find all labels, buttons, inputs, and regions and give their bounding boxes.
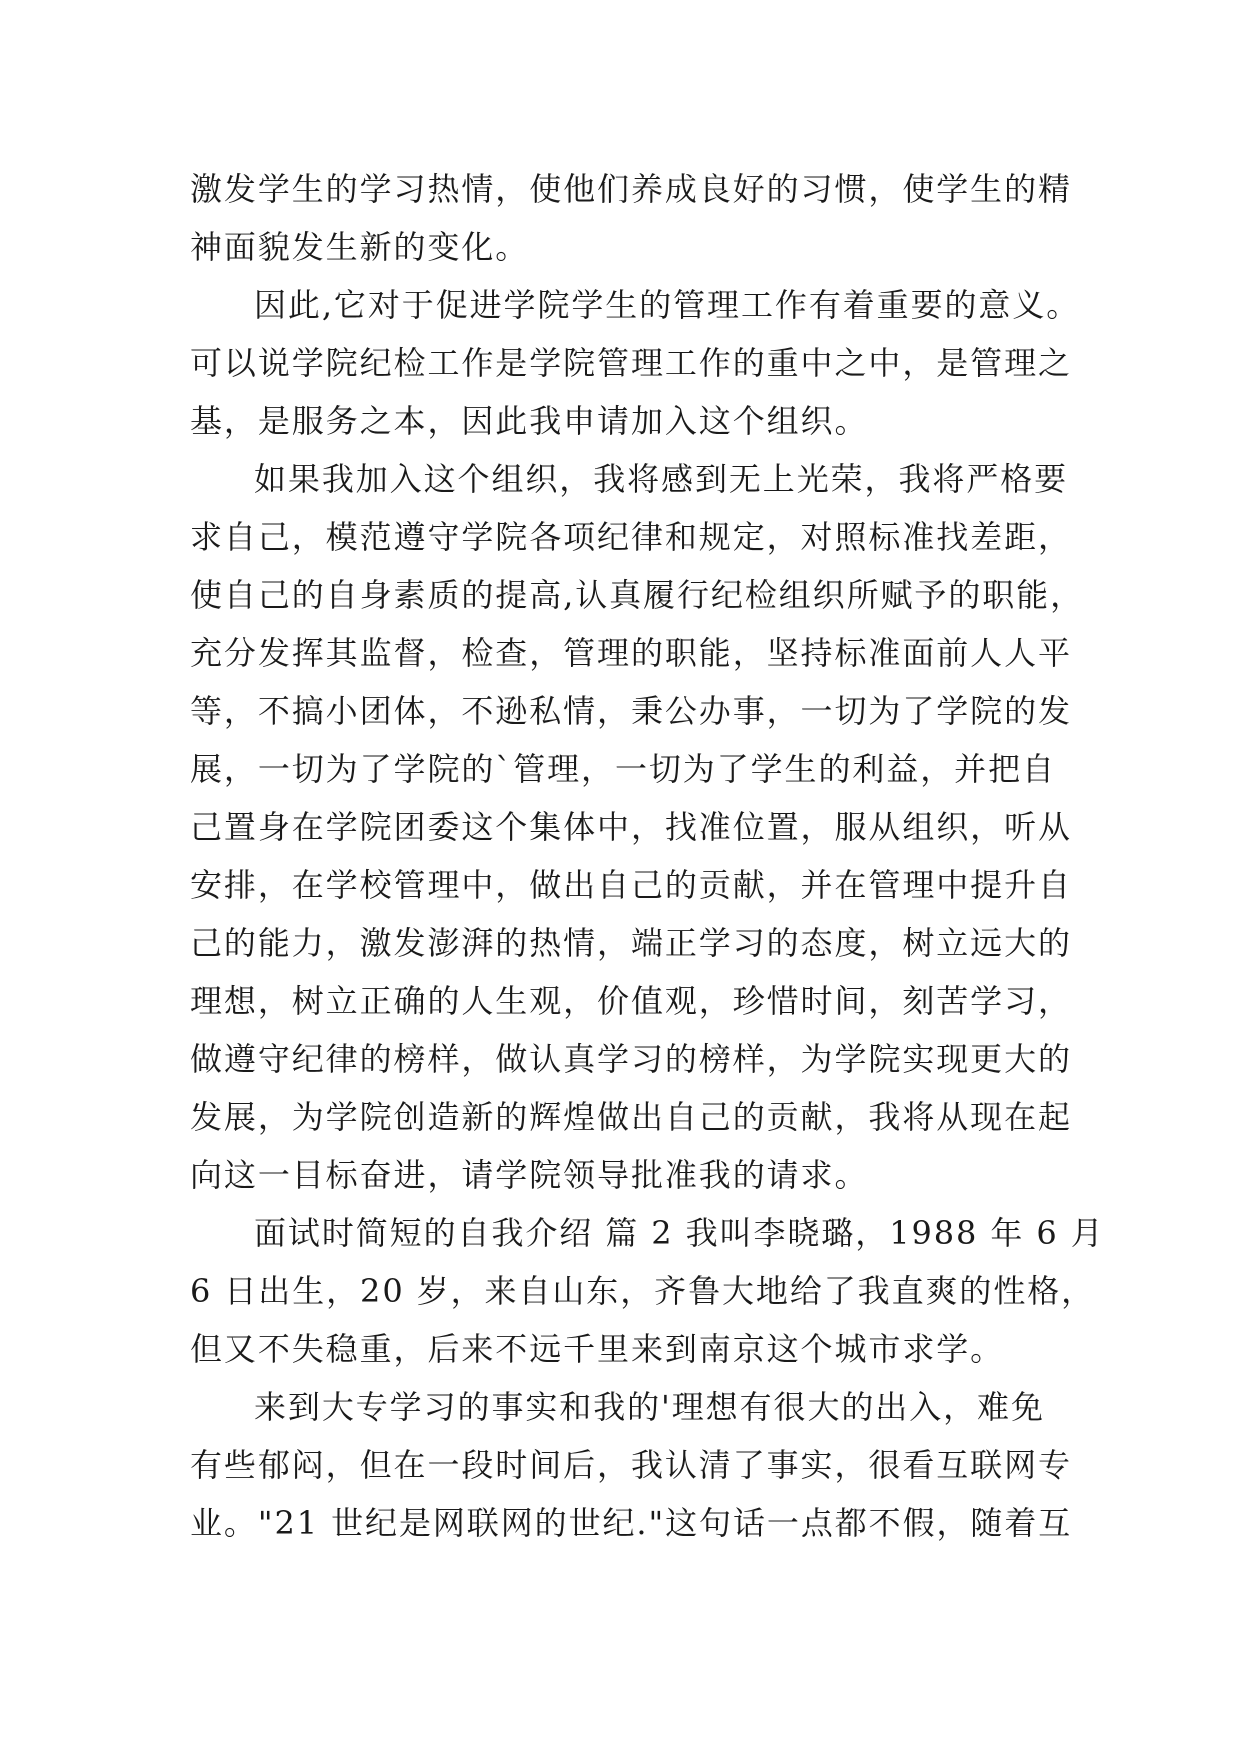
text-line: 做遵守纪律的榜样，做认真学习的榜样，为学院实现更大的	[190, 1040, 1072, 1078]
text-line: 展，一切为了学院的`管理，一切为了学生的利益，并把自	[190, 750, 1056, 788]
paragraph-first-line: 面试时简短的自我介绍 篇 2 我叫李晓璐，1988 年 6 月	[254, 1214, 1105, 1252]
text-line: 基，是服务之本，因此我申请加入这个组织。	[190, 402, 869, 440]
text-line: 发展，为学院创造新的辉煌做出自己的贡献，我将从现在起	[190, 1098, 1072, 1136]
paragraph-first-line: 如果我加入这个组织，我将感到无上光荣，我将严格要	[254, 460, 1069, 498]
text-line: 有些郁闷，但在一段时间后，我认清了事实，很看互联网专	[190, 1446, 1072, 1484]
text-line: 充分发挥其监督，检查，管理的职能，坚持标准面前人人平	[190, 634, 1072, 672]
text-line: 可以说学院纪检工作是学院管理工作的重中之中，是管理之	[190, 344, 1072, 382]
text-line: 向这一目标奋进，请学院领导批准我的请求。	[190, 1156, 869, 1194]
text-line: 但又不失稳重，后来不远千里来到南京这个城市求学。	[190, 1330, 1005, 1368]
text-line: 6 日出生，20 岁，来自山东，齐鲁大地给了我直爽的性格，	[190, 1272, 1096, 1310]
text-line: 等，不搞小团体，不逊私情，秉公办事，一切为了学院的发	[190, 692, 1072, 730]
text-line: 己置身在学院团委这个集体中，找准位置，服从组织，听从	[190, 808, 1072, 846]
text-line: 激发学生的学习热情，使他们养成良好的习惯，使学生的精	[190, 170, 1072, 208]
text-line: 己的能力，激发澎湃的热情，端正学习的态度，树立远大的	[190, 924, 1072, 962]
text-line: 使自己的自身素质的提高,认真履行纪检组织所赋予的职能，	[190, 576, 1085, 614]
text-line: 理想，树立正确的人生观，价值观，珍惜时间，刻苦学习，	[190, 982, 1072, 1020]
text-line: 求自己，模范遵守学院各项纪律和规定，对照标准找差距，	[190, 518, 1072, 556]
document-body	[190, 160, 1105, 1552]
text-line: 安排，在学校管理中，做出自己的贡献，并在管理中提升自	[190, 866, 1072, 904]
text-line: 业。"21 世纪是网联网的世纪."这句话一点都不假，随着互	[190, 1504, 1073, 1542]
paragraph-first-line: 因此,它对于促进学院学生的管理工作有着重要的意义。	[254, 286, 1081, 324]
text-line: 神面貌发生新的变化。	[190, 228, 530, 266]
paragraph-first-line: 来到大专学习的事实和我的'理想有很大的出入，难免	[254, 1388, 1045, 1426]
